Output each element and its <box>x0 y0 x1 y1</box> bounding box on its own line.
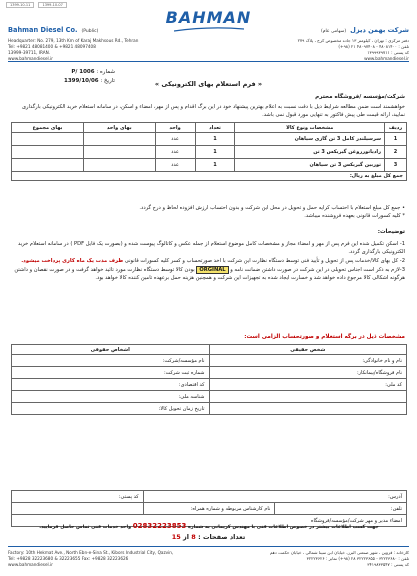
condition-item: * کلیه کسورات قانونی بعهده فروشنده میباشد. <box>304 213 405 219</box>
address-fa: دفتر مرکزی : تهران ، کیلومتر ۱۳ جاده مخصوص کرج ، پلاک ۲۷۹ تلفن : ۴۸۰۸۱۴۰۰ - ۴۸۰۹۷۴۰۸ ۲۱ (۹۸+) کد پستی : ۱۳۹۹۹۳۹۷۱۱ www.bahmandiesel.ir <box>297 38 409 61</box>
note-item: 1- اسکن تکمیل شده این فرم پس از مهر و امضاء مجاز و مشخصات کامل موضوع استعلام از جمله عکس و کاتالوگ پیوست شده و (بصورت یک فایل PDF ) در سامانه استعلام خرید الکترونیکی بارگذاری گردد. <box>18 241 405 255</box>
note-item: 3-لازم به ذکر است اجناس تحویلی در این شرکت در صورت داشتن ضمانت نامه و ORGINAL بودن کالا توسط دستگاه نظارت مورد تائید خواهد گرفت و در صورت نقصان و داشتن هرگونه اشکالی کالا مرجوع داده خواهد شد و خسارت ایجاد شده به تجهیزات این شرکت و همچنین هزینه حمل برعهده تامین کننده کالا خواهد بود. <box>14 267 405 281</box>
table-row <box>12 503 407 515</box>
page-number: 8 <box>191 533 196 541</box>
intro-paragraph: خواهشمند است ضمن مطالعه شرایط ذیل با دقت نسبت به اعلام بهترین پیشنهاد خود در این برگ اقدام و پس از مهر، امضاء و اسکن، در سامانه استعلام خرید الکترونیکی بارگذاری نمایید، ارائه قیمت طی پیش فاکتور به تنهایی مورد قبول نمی باشد. <box>21 104 405 118</box>
notes-list <box>12 240 405 283</box>
col-header: بهای مجموع <box>12 123 84 133</box>
postal-code-field[interactable]: کد پستی: <box>12 491 144 503</box>
spec-field[interactable]: نام فروشگاه/پیمانکار: <box>209 367 407 379</box>
footer-divider <box>8 546 409 547</box>
note-item: 2- کل بهای کالا/خدمات پس از تحویل و تأیید فنی توسط دستگاه نظارت این شرکت با اخذ صورتحساب و کسر کلیه کسورات قانونی ظرف مدت یک ماه کاری پرداخت میشود. <box>21 258 405 264</box>
col-header: ردیف <box>385 123 407 133</box>
items-header-row <box>12 123 407 133</box>
spec-field[interactable]: شماره ثبت شرکت: <box>12 367 210 379</box>
item-unit: عدد <box>155 159 195 172</box>
table-row <box>12 355 407 367</box>
contact-info-line: جهت کسب اطلاعات بیشتر در خصوص اطلاعات فنی با مهندس کریمانی به شماره 02832223853 واحد خدمات فنی تماس حاصل فرمایید. <box>39 522 379 530</box>
page-count: تعداد صفحات : 8 از 15 <box>171 533 246 541</box>
original-badge: ORGINAL <box>196 266 228 274</box>
notes-title: توضیحات: <box>377 229 405 235</box>
phone-field[interactable]: تلفن: <box>275 503 407 515</box>
col-header: واحد <box>155 123 195 133</box>
unit-price-field[interactable] <box>83 159 155 172</box>
spec-field[interactable]: کد ملی: <box>209 379 407 391</box>
grand-total-row <box>12 172 407 181</box>
conditions-list <box>12 204 405 220</box>
payment-term-highlight: ظرف مدت یک ماه کاری پرداخت میشود. <box>21 258 124 264</box>
item-unit: عدد <box>155 133 195 146</box>
unit-price-field[interactable] <box>83 146 155 159</box>
table-row <box>12 403 407 415</box>
form-title: « فرم استعلام بهای الکترونیکی » <box>154 80 263 88</box>
item-unit: عدد <box>155 146 195 159</box>
address-field[interactable]: آدرس: <box>143 491 406 503</box>
expert-contact-field[interactable]: نام کارشناس مربوطه و شماره همراه: <box>143 503 275 515</box>
spec-field[interactable]: نام و نام خانوادگی: <box>209 355 407 367</box>
header-address <box>8 38 409 62</box>
greeting: شرکت/مؤسسه /فروشگاه محترم <box>315 94 405 100</box>
spec-field[interactable] <box>209 403 407 415</box>
row-index: 3 <box>385 159 407 172</box>
empty-cell <box>12 503 144 515</box>
condition-item: • جمع کل مبلغ استعلام با احتساب کرایه حمل و تحویل در محل این شرکت و بدون احتساب ارزش افزوده لحاظ و درج گردد. <box>139 205 405 211</box>
company-name-en: Bahman Diesel Co. (Public) <box>8 26 99 34</box>
item-quantity: 1 <box>195 146 235 159</box>
specs-table <box>11 344 407 415</box>
spec-field[interactable] <box>209 391 407 403</box>
table-row <box>12 159 407 172</box>
date-stamp: 1399-10-07 <box>38 2 66 8</box>
col-header: شخص حقیقی <box>209 345 407 355</box>
row-index: 1 <box>385 133 407 146</box>
registration-dates <box>6 3 70 7</box>
contact-phone: 02832223853 <box>132 522 187 530</box>
table-row <box>12 379 407 391</box>
date-stamp: 1399-10-11 <box>6 2 34 8</box>
company-name-row <box>8 26 409 38</box>
spec-field[interactable]: نام مؤسسه/شرکت: <box>12 355 210 367</box>
document-number: شماره : P/ 1006 <box>71 69 115 75</box>
total-price-field[interactable] <box>12 146 84 159</box>
total-price-field[interactable] <box>12 159 84 172</box>
specs-header-row <box>12 345 407 355</box>
spec-field[interactable]: شناسه ملی: <box>12 391 210 403</box>
item-quantity: 1 <box>195 159 235 172</box>
col-header: مشخصات ونوع کالا <box>235 123 385 133</box>
table-row <box>12 146 407 159</box>
footer-fa: کارخانه : قزوین ، شهر صنعتی البرز، خیابان ابن سینا شمالی ، خیابان حکمت دهم تلفن : ۳۲۲۲۳۶۸۰ - ۳۲۲۲۳۶۵۵ ۲۸ (۹۸+) نمابر : ۳۲۲۲۳۶۲۶ کد پستی : ۳۴۱۹۸۳۳۵۴۷ <box>269 550 409 567</box>
footer-en: Factory: 10th Hekmat Ave., North Ebn-e-Sina St., Kibors Industrial City, Qazvin, Tel: +9828 32223680 & 32223655 Fax: +9828 32223626 www.bahmandiesel.ir <box>8 550 174 567</box>
item-quantity: 1 <box>195 133 235 146</box>
page-total: 15 <box>171 533 181 541</box>
header-divider <box>8 61 409 62</box>
address-en: Headquarter: No. 279, 13th Km of Karaj Makhsous Rd., Tehran Tel: +9821 48081400 & +9821 48097408 13999-39711, IRAN. www.bahmandiesel.ir <box>8 38 139 61</box>
signature-stamp-field[interactable]: امضاء مدیر و مهر شرکت/مؤسسه/فروشگاه <box>12 515 407 527</box>
table-row <box>12 391 407 403</box>
item-description: سرسیلندر کامل 3 تن گازی سیاهان <box>235 133 385 146</box>
document-date: تاریخ : 1399/10/06 <box>64 78 115 84</box>
table-row <box>12 367 407 379</box>
row-index: 2 <box>385 146 407 159</box>
item-description: رادیاتورروغن گیربکس 3 تن <box>235 146 385 159</box>
total-price-field[interactable] <box>12 133 84 146</box>
required-specs-title: مشخصات ذیل در برگه استعلام و صورتحساب الزامی است: <box>244 334 405 340</box>
items-table <box>11 122 407 181</box>
col-header: اشخاص حقوقی <box>12 345 210 355</box>
table-row <box>12 133 407 146</box>
spec-field[interactable]: تاریخ زمان تحویل کالا: <box>12 403 210 415</box>
item-description: توربین گیربکس 3 تن سیاهان <box>235 159 385 172</box>
logo-wordmark: BAHMAN <box>165 8 252 27</box>
table-row <box>12 491 407 503</box>
spec-field[interactable]: کد اقتصادی: <box>12 379 210 391</box>
col-header: تعداد <box>195 123 235 133</box>
col-header: بهای واحد <box>83 123 155 133</box>
grand-total-label: جمع کل مبلغ به ریال: <box>12 172 407 181</box>
company-name-fa: شرکت بهمن دیزل(سهامی عام) <box>320 26 409 34</box>
unit-price-field[interactable] <box>83 133 155 146</box>
